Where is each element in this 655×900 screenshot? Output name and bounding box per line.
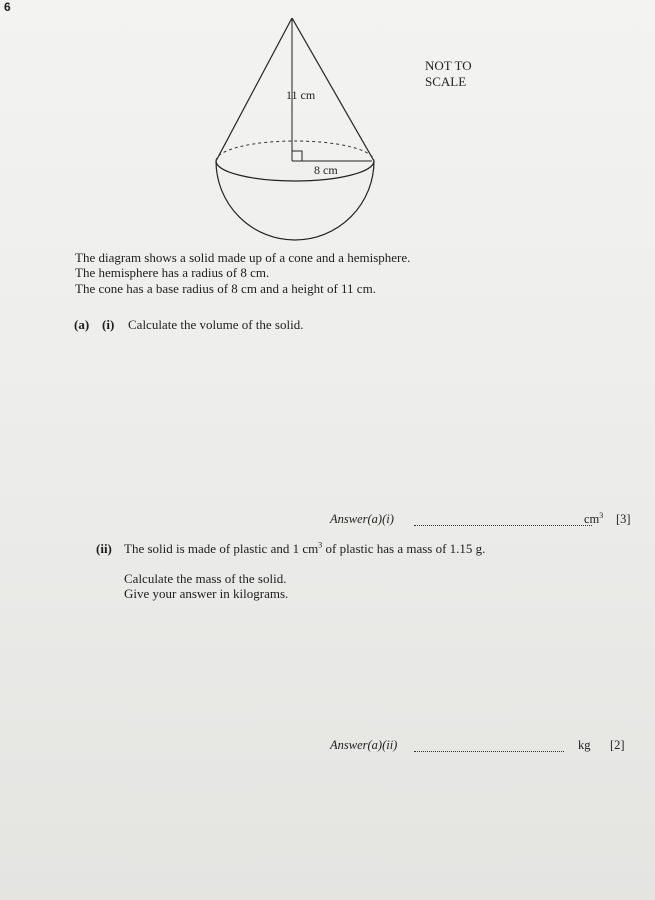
page-number: 6 [4,0,11,14]
part-a-ii-question-power: 3 [318,540,323,550]
note-line-2: SCALE [425,74,467,89]
part-a-ii-line-3: Give your answer in kilograms. [124,586,289,601]
answer-a-ii-unit: kg [578,738,591,752]
not-to-scale-note [425,58,472,90]
height-label: 11 cm [286,88,316,102]
answer-a-i-unit-text: cm [584,512,600,526]
part-a-i-question: Calculate the volume of the solid. [128,317,304,332]
intro-line-2: The hemisphere has a radius of 8 cm. [75,265,270,280]
answer-a-i-marks: [3] [616,512,631,526]
intro-line-1: The diagram shows a solid made up of a cone and a hemisphere. [75,250,411,265]
part-a-ii-label: (ii) [96,541,112,556]
part-a-ii-question [124,541,485,556]
note-line-1: NOT TO [425,58,472,73]
base-ellipse-front [216,161,374,181]
part-a-ii-question-post: of plastic has a mass of 1.15 g. [322,541,486,556]
hemisphere-outline [216,161,374,240]
intro-line-3: The cone has a base radius of 8 cm and a height of 11 cm. [75,281,376,296]
answer-a-i-unit [584,512,603,527]
answer-a-i-line[interactable] [414,525,592,526]
right-angle-marker [292,151,302,161]
part-a-label: (a) [74,317,90,332]
answer-a-ii-label: Answer(a)(ii) [330,738,398,752]
answer-a-i-unit-power: 3 [599,510,604,520]
part-a-ii-line-2: Calculate the mass of the solid. [124,571,287,586]
part-a-ii-question-pre: The solid is made of plastic and 1 cm [124,541,319,556]
cone-hemisphere-diagram [210,18,380,258]
answer-a-i-label: Answer(a)(i) [330,512,394,526]
answer-a-ii-line[interactable] [414,751,564,752]
answer-a-ii-row [330,738,630,756]
diagram-svg [210,18,380,258]
radius-label: 8 cm [314,163,338,177]
answer-a-ii-marks: [2] [610,738,625,752]
part-a-i-label: (i) [102,317,115,332]
cone-left-edge [216,18,292,161]
answer-a-i-row [330,512,630,530]
